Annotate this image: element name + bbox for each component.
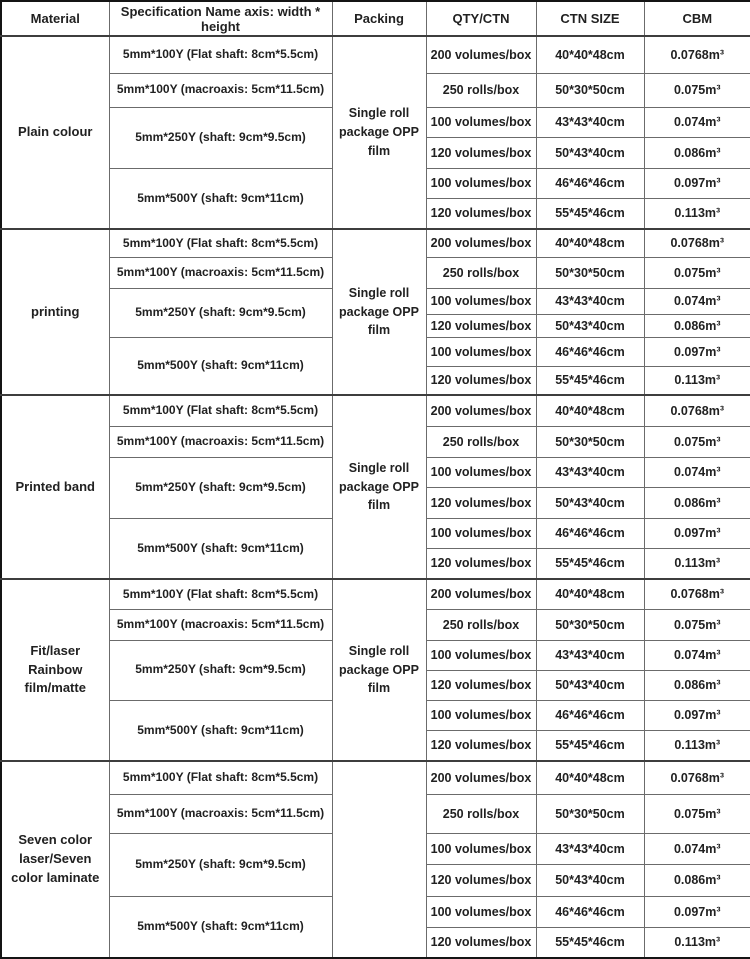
ctn-size-cell: 55*45*46cm — [536, 548, 644, 579]
material-cell: printing — [1, 229, 109, 395]
cbm-cell: 0.074m³ — [644, 833, 750, 864]
qty-cell: 250 rolls/box — [426, 794, 536, 833]
packing-cell: Single roll package OPP film — [332, 229, 426, 395]
col-header-specification: Specification Name axis: width * height — [109, 1, 332, 36]
spec-cell: 5mm*500Y (shaft: 9cm*11cm) — [109, 700, 332, 761]
spec-cell: 5mm*250Y (shaft: 9cm*9.5cm) — [109, 288, 332, 337]
cbm-cell: 0.074m³ — [644, 457, 750, 487]
qty-cell: 100 volumes/box — [426, 288, 536, 314]
spec-cell: 5mm*100Y (Flat shaft: 8cm*5.5cm) — [109, 36, 332, 73]
cbm-cell: 0.086m³ — [644, 314, 750, 337]
spec-cell: 5mm*500Y (shaft: 9cm*11cm) — [109, 518, 332, 579]
qty-cell: 100 volumes/box — [426, 107, 536, 137]
cbm-cell: 0.0768m³ — [644, 395, 750, 426]
qty-cell: 120 volumes/box — [426, 314, 536, 337]
ctn-size-cell: 50*30*50cm — [536, 73, 644, 107]
ctn-size-cell: 50*43*40cm — [536, 137, 644, 168]
qty-cell: 250 rolls/box — [426, 73, 536, 107]
ctn-size-cell: 55*45*46cm — [536, 927, 644, 958]
qty-cell: 120 volumes/box — [426, 548, 536, 579]
qty-cell: 100 volumes/box — [426, 457, 536, 487]
spec-cell: 5mm*100Y (macroaxis: 5cm*11.5cm) — [109, 426, 332, 457]
spec-cell: 5mm*250Y (shaft: 9cm*9.5cm) — [109, 107, 332, 168]
material-group-printed-band — [1, 395, 750, 579]
cbm-cell: 0.075m³ — [644, 73, 750, 107]
packing-cell: Single roll package OPP film — [332, 579, 426, 761]
ctn-size-cell: 55*45*46cm — [536, 730, 644, 761]
spec-cell: 5mm*100Y (macroaxis: 5cm*11.5cm) — [109, 73, 332, 107]
cbm-cell: 0.086m³ — [644, 670, 750, 700]
qty-cell: 200 volumes/box — [426, 36, 536, 73]
header-row — [1, 1, 750, 36]
material-group-plain-colour — [1, 36, 750, 229]
qty-cell: 100 volumes/box — [426, 168, 536, 198]
qty-cell: 120 volumes/box — [426, 487, 536, 518]
table-row — [1, 579, 750, 609]
spec-cell: 5mm*250Y (shaft: 9cm*9.5cm) — [109, 457, 332, 518]
col-header-qty-ctn: QTY/CTN — [426, 1, 536, 36]
qty-cell: 200 volumes/box — [426, 579, 536, 609]
qty-cell: 120 volumes/box — [426, 198, 536, 229]
cbm-cell: 0.075m³ — [644, 426, 750, 457]
cbm-cell: 0.113m³ — [644, 927, 750, 958]
cbm-cell: 0.113m³ — [644, 730, 750, 761]
spec-cell: 5mm*100Y (macroaxis: 5cm*11.5cm) — [109, 257, 332, 288]
cbm-cell: 0.097m³ — [644, 518, 750, 548]
qty-cell: 200 volumes/box — [426, 395, 536, 426]
material-cell: Fit/laser Rainbow film/matte — [1, 579, 109, 761]
cbm-cell: 0.074m³ — [644, 640, 750, 670]
ctn-size-cell: 46*46*46cm — [536, 168, 644, 198]
ctn-size-cell: 50*30*50cm — [536, 609, 644, 640]
packing-cell: Single roll package OPP film — [332, 36, 426, 229]
qty-cell: 200 volumes/box — [426, 761, 536, 794]
cbm-cell: 0.097m³ — [644, 337, 750, 366]
cbm-cell: 0.074m³ — [644, 107, 750, 137]
qty-cell: 250 rolls/box — [426, 426, 536, 457]
cbm-cell: 0.0768m³ — [644, 579, 750, 609]
ctn-size-cell: 40*40*48cm — [536, 579, 644, 609]
spec-cell: 5mm*250Y (shaft: 9cm*9.5cm) — [109, 640, 332, 700]
ctn-size-cell: 46*46*46cm — [536, 337, 644, 366]
qty-cell: 120 volumes/box — [426, 864, 536, 896]
ctn-size-cell: 50*30*50cm — [536, 426, 644, 457]
qty-cell: 120 volumes/box — [426, 137, 536, 168]
ctn-size-cell: 43*43*40cm — [536, 288, 644, 314]
col-header-ctn-size: CTN SIZE — [536, 1, 644, 36]
qty-cell: 250 rolls/box — [426, 609, 536, 640]
cbm-cell: 0.113m³ — [644, 198, 750, 229]
spec-cell: 5mm*250Y (shaft: 9cm*9.5cm) — [109, 833, 332, 896]
col-header-cbm: CBM — [644, 1, 750, 36]
ctn-size-cell: 40*40*48cm — [536, 395, 644, 426]
spec-cell: 5mm*100Y (Flat shaft: 8cm*5.5cm) — [109, 761, 332, 794]
material-group-printing — [1, 229, 750, 395]
material-cell: Plain colour — [1, 36, 109, 229]
cbm-cell: 0.0768m³ — [644, 36, 750, 73]
cbm-cell: 0.097m³ — [644, 700, 750, 730]
ctn-size-cell: 40*40*48cm — [536, 36, 644, 73]
col-header-material: Material — [1, 1, 109, 36]
ctn-size-cell: 46*46*46cm — [536, 700, 644, 730]
ctn-size-cell: 50*43*40cm — [536, 864, 644, 896]
spec-cell: 5mm*500Y (shaft: 9cm*11cm) — [109, 168, 332, 229]
ctn-size-cell: 43*43*40cm — [536, 833, 644, 864]
ctn-size-cell: 43*43*40cm — [536, 640, 644, 670]
qty-cell: 100 volumes/box — [426, 518, 536, 548]
cbm-cell: 0.086m³ — [644, 864, 750, 896]
table-row — [1, 229, 750, 257]
cbm-cell: 0.086m³ — [644, 137, 750, 168]
cbm-cell: 0.075m³ — [644, 257, 750, 288]
qty-cell: 200 volumes/box — [426, 229, 536, 257]
table-header — [1, 1, 750, 36]
qty-cell: 120 volumes/box — [426, 927, 536, 958]
spec-cell: 5mm*100Y (Flat shaft: 8cm*5.5cm) — [109, 395, 332, 426]
packing-cell: Single roll package OPP film — [332, 395, 426, 579]
ctn-size-cell: 50*43*40cm — [536, 487, 644, 518]
spec-cell: 5mm*100Y (macroaxis: 5cm*11.5cm) — [109, 609, 332, 640]
table-row — [1, 761, 750, 794]
packing-cell — [332, 761, 426, 958]
cbm-cell: 0.086m³ — [644, 487, 750, 518]
qty-cell: 120 volumes/box — [426, 730, 536, 761]
material-cell: Seven color laser/Seven color laminate — [1, 761, 109, 958]
qty-cell: 250 rolls/box — [426, 257, 536, 288]
qty-cell: 100 volumes/box — [426, 640, 536, 670]
cbm-cell: 0.074m³ — [644, 288, 750, 314]
ctn-size-cell: 50*30*50cm — [536, 794, 644, 833]
spec-cell: 5mm*500Y (shaft: 9cm*11cm) — [109, 896, 332, 958]
table-row — [1, 395, 750, 426]
cbm-cell: 0.0768m³ — [644, 229, 750, 257]
ctn-size-cell: 46*46*46cm — [536, 518, 644, 548]
qty-cell: 100 volumes/box — [426, 896, 536, 927]
ctn-size-cell: 55*45*46cm — [536, 366, 644, 395]
ctn-size-cell: 50*43*40cm — [536, 314, 644, 337]
spec-cell: 5mm*100Y (Flat shaft: 8cm*5.5cm) — [109, 579, 332, 609]
material-group-seven-color — [1, 761, 750, 958]
spec-cell: 5mm*100Y (Flat shaft: 8cm*5.5cm) — [109, 229, 332, 257]
ctn-size-cell: 50*43*40cm — [536, 670, 644, 700]
material-group-fit-laser — [1, 579, 750, 761]
ctn-size-cell: 40*40*48cm — [536, 229, 644, 257]
cbm-cell: 0.097m³ — [644, 168, 750, 198]
cbm-cell: 0.113m³ — [644, 366, 750, 395]
ctn-size-cell: 55*45*46cm — [536, 198, 644, 229]
spec-cell: 5mm*100Y (macroaxis: 5cm*11.5cm) — [109, 794, 332, 833]
qty-cell: 120 volumes/box — [426, 366, 536, 395]
table-row — [1, 36, 750, 73]
cbm-cell: 0.075m³ — [644, 794, 750, 833]
qty-cell: 100 volumes/box — [426, 700, 536, 730]
material-cell: Printed band — [1, 395, 109, 579]
ctn-size-cell: 43*43*40cm — [536, 107, 644, 137]
qty-cell: 100 volumes/box — [426, 337, 536, 366]
ctn-size-cell: 43*43*40cm — [536, 457, 644, 487]
qty-cell: 120 volumes/box — [426, 670, 536, 700]
ctn-size-cell: 50*30*50cm — [536, 257, 644, 288]
col-header-packing: Packing — [332, 1, 426, 36]
spec-cell: 5mm*500Y (shaft: 9cm*11cm) — [109, 337, 332, 395]
cbm-cell: 0.113m³ — [644, 548, 750, 579]
cbm-cell: 0.0768m³ — [644, 761, 750, 794]
ctn-size-cell: 40*40*48cm — [536, 761, 644, 794]
cbm-cell: 0.097m³ — [644, 896, 750, 927]
ctn-size-cell: 46*46*46cm — [536, 896, 644, 927]
cbm-cell: 0.075m³ — [644, 609, 750, 640]
qty-cell: 100 volumes/box — [426, 833, 536, 864]
